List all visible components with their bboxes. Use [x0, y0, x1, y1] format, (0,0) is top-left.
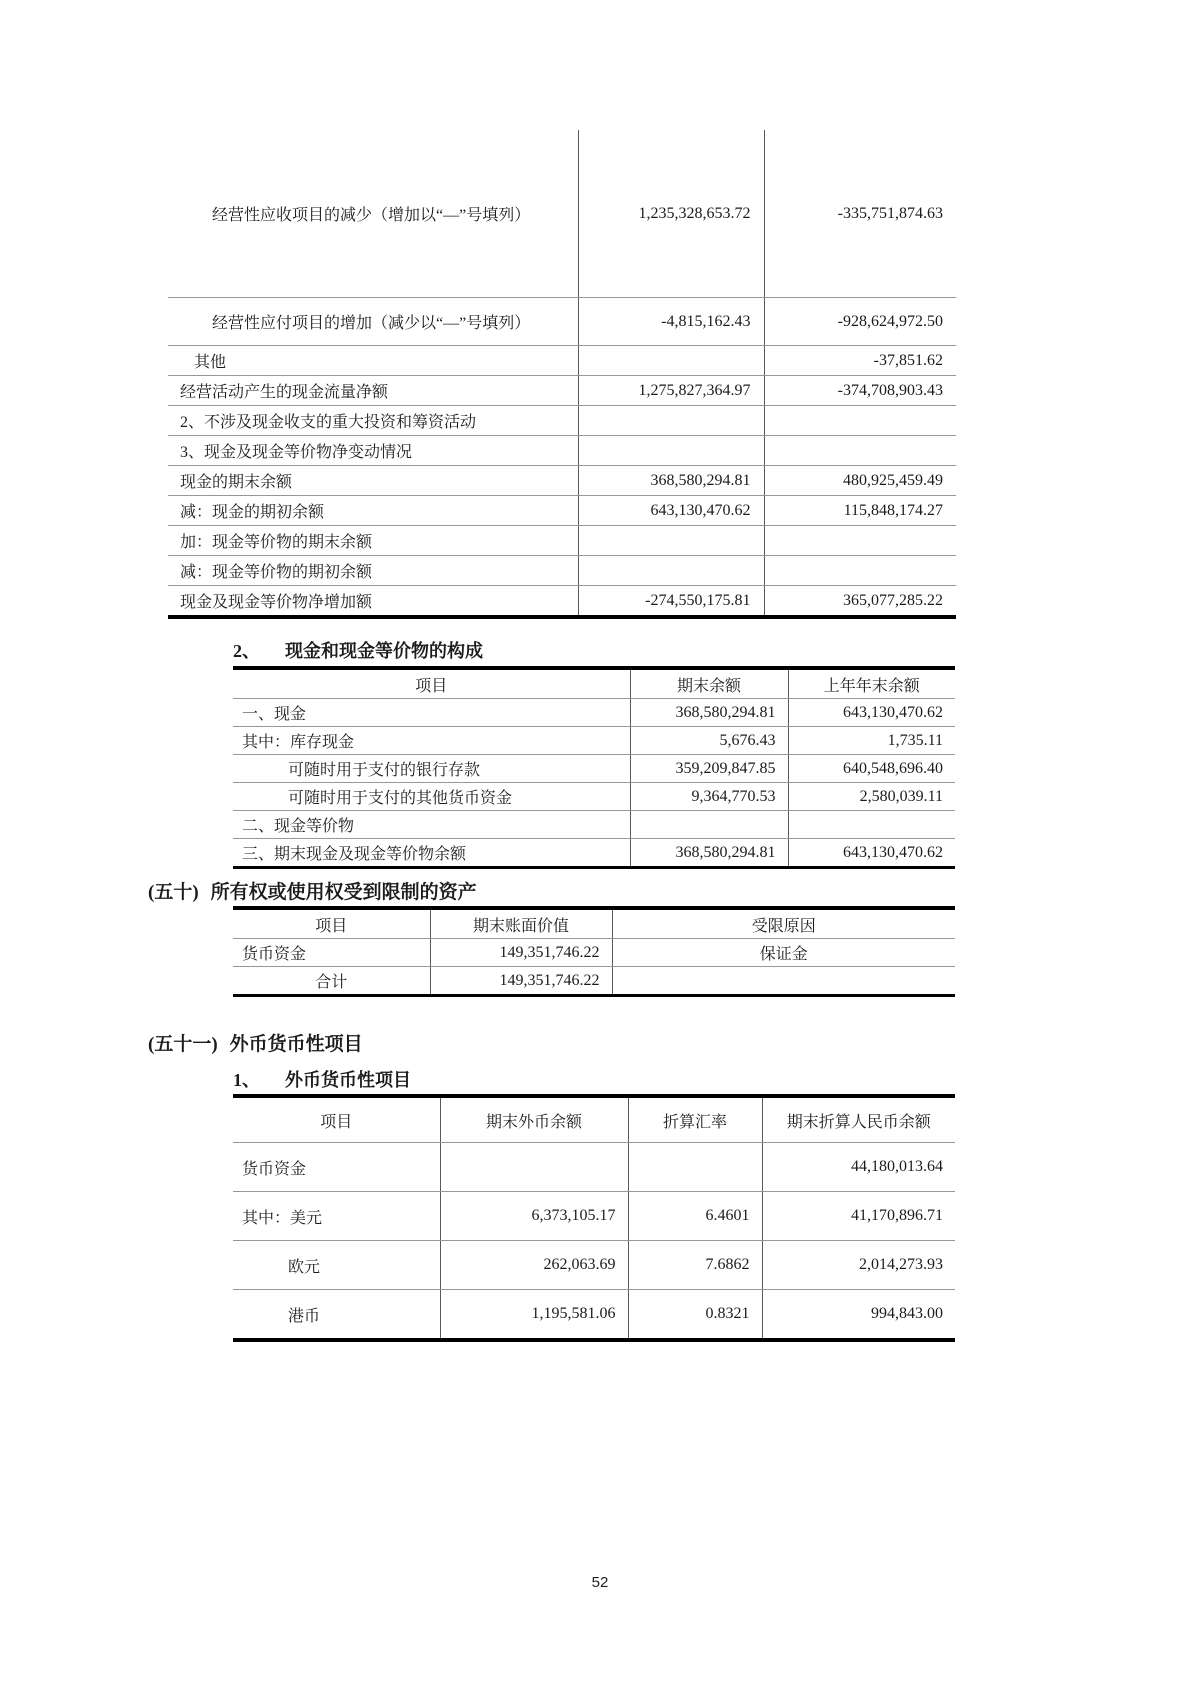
carrying-value: 149,351,746.22 — [430, 939, 612, 967]
current-period-value — [578, 406, 764, 436]
foreign-balance: 6,373,105.17 — [440, 1192, 628, 1241]
cny-balance: 994,843.00 — [762, 1290, 955, 1341]
prior-year-balance: 640,548,696.40 — [788, 755, 955, 783]
foreign-balance — [440, 1143, 628, 1192]
row-label: 其中：库存现金 — [233, 727, 630, 755]
restriction-reason: 保证金 — [612, 939, 955, 967]
table-row — [233, 699, 955, 727]
exchange-rate: 7.6862 — [628, 1241, 762, 1290]
column-header: 上年年末余额 — [788, 668, 955, 699]
section-number: (五十一) — [148, 1034, 218, 1055]
row-label: 现金的期末余额 — [168, 466, 578, 496]
table-row — [233, 939, 955, 967]
row-label: 经营性应付项目的增加（减少以“—”号填列） — [168, 298, 578, 346]
row-label: 可随时用于支付的其他货币资金 — [233, 783, 630, 811]
restricted-assets-table — [233, 906, 955, 997]
row-label: 其他 — [168, 346, 578, 376]
subsection-number: 1、 — [233, 1070, 260, 1090]
ending-balance: 359,209,847.85 — [630, 755, 788, 783]
cny-balance: 44,180,013.64 — [762, 1143, 955, 1192]
subsection-title: 外币货币性项目 — [285, 1070, 411, 1090]
column-header: 折算汇率 — [628, 1096, 762, 1143]
cash-composition-table — [233, 666, 955, 869]
ending-balance — [630, 811, 788, 839]
cny-balance: 41,170,896.71 — [762, 1192, 955, 1241]
ending-balance: 5,676.43 — [630, 727, 788, 755]
section-title: 外币货币性项目 — [229, 1034, 363, 1055]
table-row — [168, 130, 956, 298]
prior-period-value: -335,751,874.63 — [764, 130, 956, 298]
row-label: 一、现金 — [233, 699, 630, 727]
prior-period-value: 115,848,174.27 — [764, 496, 956, 526]
row-label: 欧元 — [233, 1241, 440, 1290]
exchange-rate: 0.8321 — [628, 1290, 762, 1341]
ending-balance: 368,580,294.81 — [630, 699, 788, 727]
column-header: 项目 — [233, 908, 430, 939]
table-row — [168, 376, 956, 406]
prior-period-value — [764, 556, 956, 586]
prior-period-value — [764, 436, 956, 466]
section-heading-cash-composition — [233, 637, 483, 663]
foreign-balance: 262,063.69 — [440, 1241, 628, 1290]
row-label: 二、现金等价物 — [233, 811, 630, 839]
column-header: 项目 — [233, 668, 630, 699]
current-period-value — [578, 556, 764, 586]
table-row — [233, 783, 955, 811]
prior-year-balance: 2,580,039.11 — [788, 783, 955, 811]
prior-period-value: -928,624,972.50 — [764, 298, 956, 346]
row-label: 减：现金的期初余额 — [168, 496, 578, 526]
table-row — [168, 526, 956, 556]
table-header-row — [233, 668, 955, 699]
cny-balance: 2,014,273.93 — [762, 1241, 955, 1290]
table-row — [168, 406, 956, 436]
column-header: 受限原因 — [612, 908, 955, 939]
row-label: 3、现金及现金等价物净变动情况 — [168, 436, 578, 466]
column-header: 期末外币余额 — [440, 1096, 628, 1143]
row-label: 经营性应收项目的减少（增加以“—”号填列） — [168, 130, 578, 298]
row-label: 三、期末现金及现金等价物余额 — [242, 846, 467, 863]
table-header-row — [233, 1096, 955, 1143]
row-label: 其中：美元 — [233, 1192, 440, 1241]
section-title: 现金和现金等价物的构成 — [285, 641, 483, 661]
ending-balance: 9,364,770.53 — [630, 783, 788, 811]
table-row — [168, 436, 956, 466]
table-row — [233, 811, 955, 839]
row-label: 合计 — [315, 974, 348, 991]
current-period-value: -4,815,162.43 — [578, 298, 764, 346]
current-period-value: 368,580,294.81 — [578, 466, 764, 496]
foreign-currency-table — [233, 1094, 955, 1342]
prior-year-balance: 1,735.11 — [788, 727, 955, 755]
page-number: 52 — [591, 1574, 609, 1591]
exchange-rate: 6.4601 — [628, 1192, 762, 1241]
prior-period-value: -37,851.62 — [764, 346, 956, 376]
current-period-value: 1,235,328,653.72 — [578, 130, 764, 298]
row-label: 可随时用于支付的银行存款 — [233, 755, 630, 783]
exchange-rate — [628, 1143, 762, 1192]
subsection-heading-foreign-currency-items — [233, 1066, 411, 1092]
table-row — [168, 466, 956, 496]
row-label: 经营活动产生的现金流量净额 — [168, 376, 578, 406]
table-row — [233, 1192, 955, 1241]
section-heading-restricted-assets — [148, 877, 477, 904]
section-title: 所有权或使用权受到限制的资产 — [210, 882, 477, 903]
table-row — [168, 556, 956, 586]
prior-period-value — [764, 526, 956, 556]
current-period-value: 643,130,470.62 — [578, 496, 764, 526]
table-row — [233, 1143, 955, 1192]
table-row — [233, 967, 955, 996]
current-period-value: -274,550,175.81 — [578, 586, 764, 618]
table-row — [233, 755, 955, 783]
current-period-value — [578, 436, 764, 466]
prior-period-value: 365,077,285.22 — [764, 586, 956, 618]
column-header: 期末账面价值 — [430, 908, 612, 939]
table-row — [168, 496, 956, 526]
table-row — [233, 1290, 955, 1341]
table-row — [233, 727, 955, 755]
section-number: 2、 — [233, 641, 260, 661]
section-heading-foreign-currency — [148, 1029, 363, 1056]
column-header: 期末余额 — [630, 668, 788, 699]
row-label: 货币资金 — [233, 1143, 440, 1192]
prior-period-value: -374,708,903.43 — [764, 376, 956, 406]
carrying-value: 149,351,746.22 — [430, 967, 612, 996]
table-row — [168, 586, 956, 618]
column-header: 期末折算人民币余额 — [762, 1096, 955, 1143]
row-label: 现金及现金等价物净增加额 — [180, 594, 373, 611]
column-header: 项目 — [233, 1096, 440, 1143]
foreign-balance: 1,195,581.06 — [440, 1290, 628, 1341]
restriction-reason — [612, 967, 955, 996]
row-label: 港币 — [288, 1307, 321, 1325]
table-row — [168, 298, 956, 346]
row-label: 货币资金 — [233, 939, 430, 967]
prior-year-balance — [788, 811, 955, 839]
current-period-value — [578, 346, 764, 376]
ending-balance: 368,580,294.81 — [630, 839, 788, 868]
table-row — [168, 346, 956, 376]
row-label: 减：现金等价物的期初余额 — [168, 556, 578, 586]
section-number: (五十) — [148, 882, 199, 903]
row-label: 2、不涉及现金收支的重大投资和筹资活动 — [168, 406, 578, 436]
cash-flow-table — [168, 130, 956, 619]
current-period-value: 1,275,827,364.97 — [578, 376, 764, 406]
prior-period-value — [764, 406, 956, 436]
row-label: 加：现金等价物的期末余额 — [168, 526, 578, 556]
current-period-value — [578, 526, 764, 556]
table-header-row — [233, 908, 955, 939]
prior-year-balance: 643,130,470.62 — [788, 699, 955, 727]
table-row — [233, 839, 955, 868]
prior-period-value: 480,925,459.49 — [764, 466, 956, 496]
table-row — [233, 1241, 955, 1290]
prior-year-balance: 643,130,470.62 — [788, 839, 955, 868]
